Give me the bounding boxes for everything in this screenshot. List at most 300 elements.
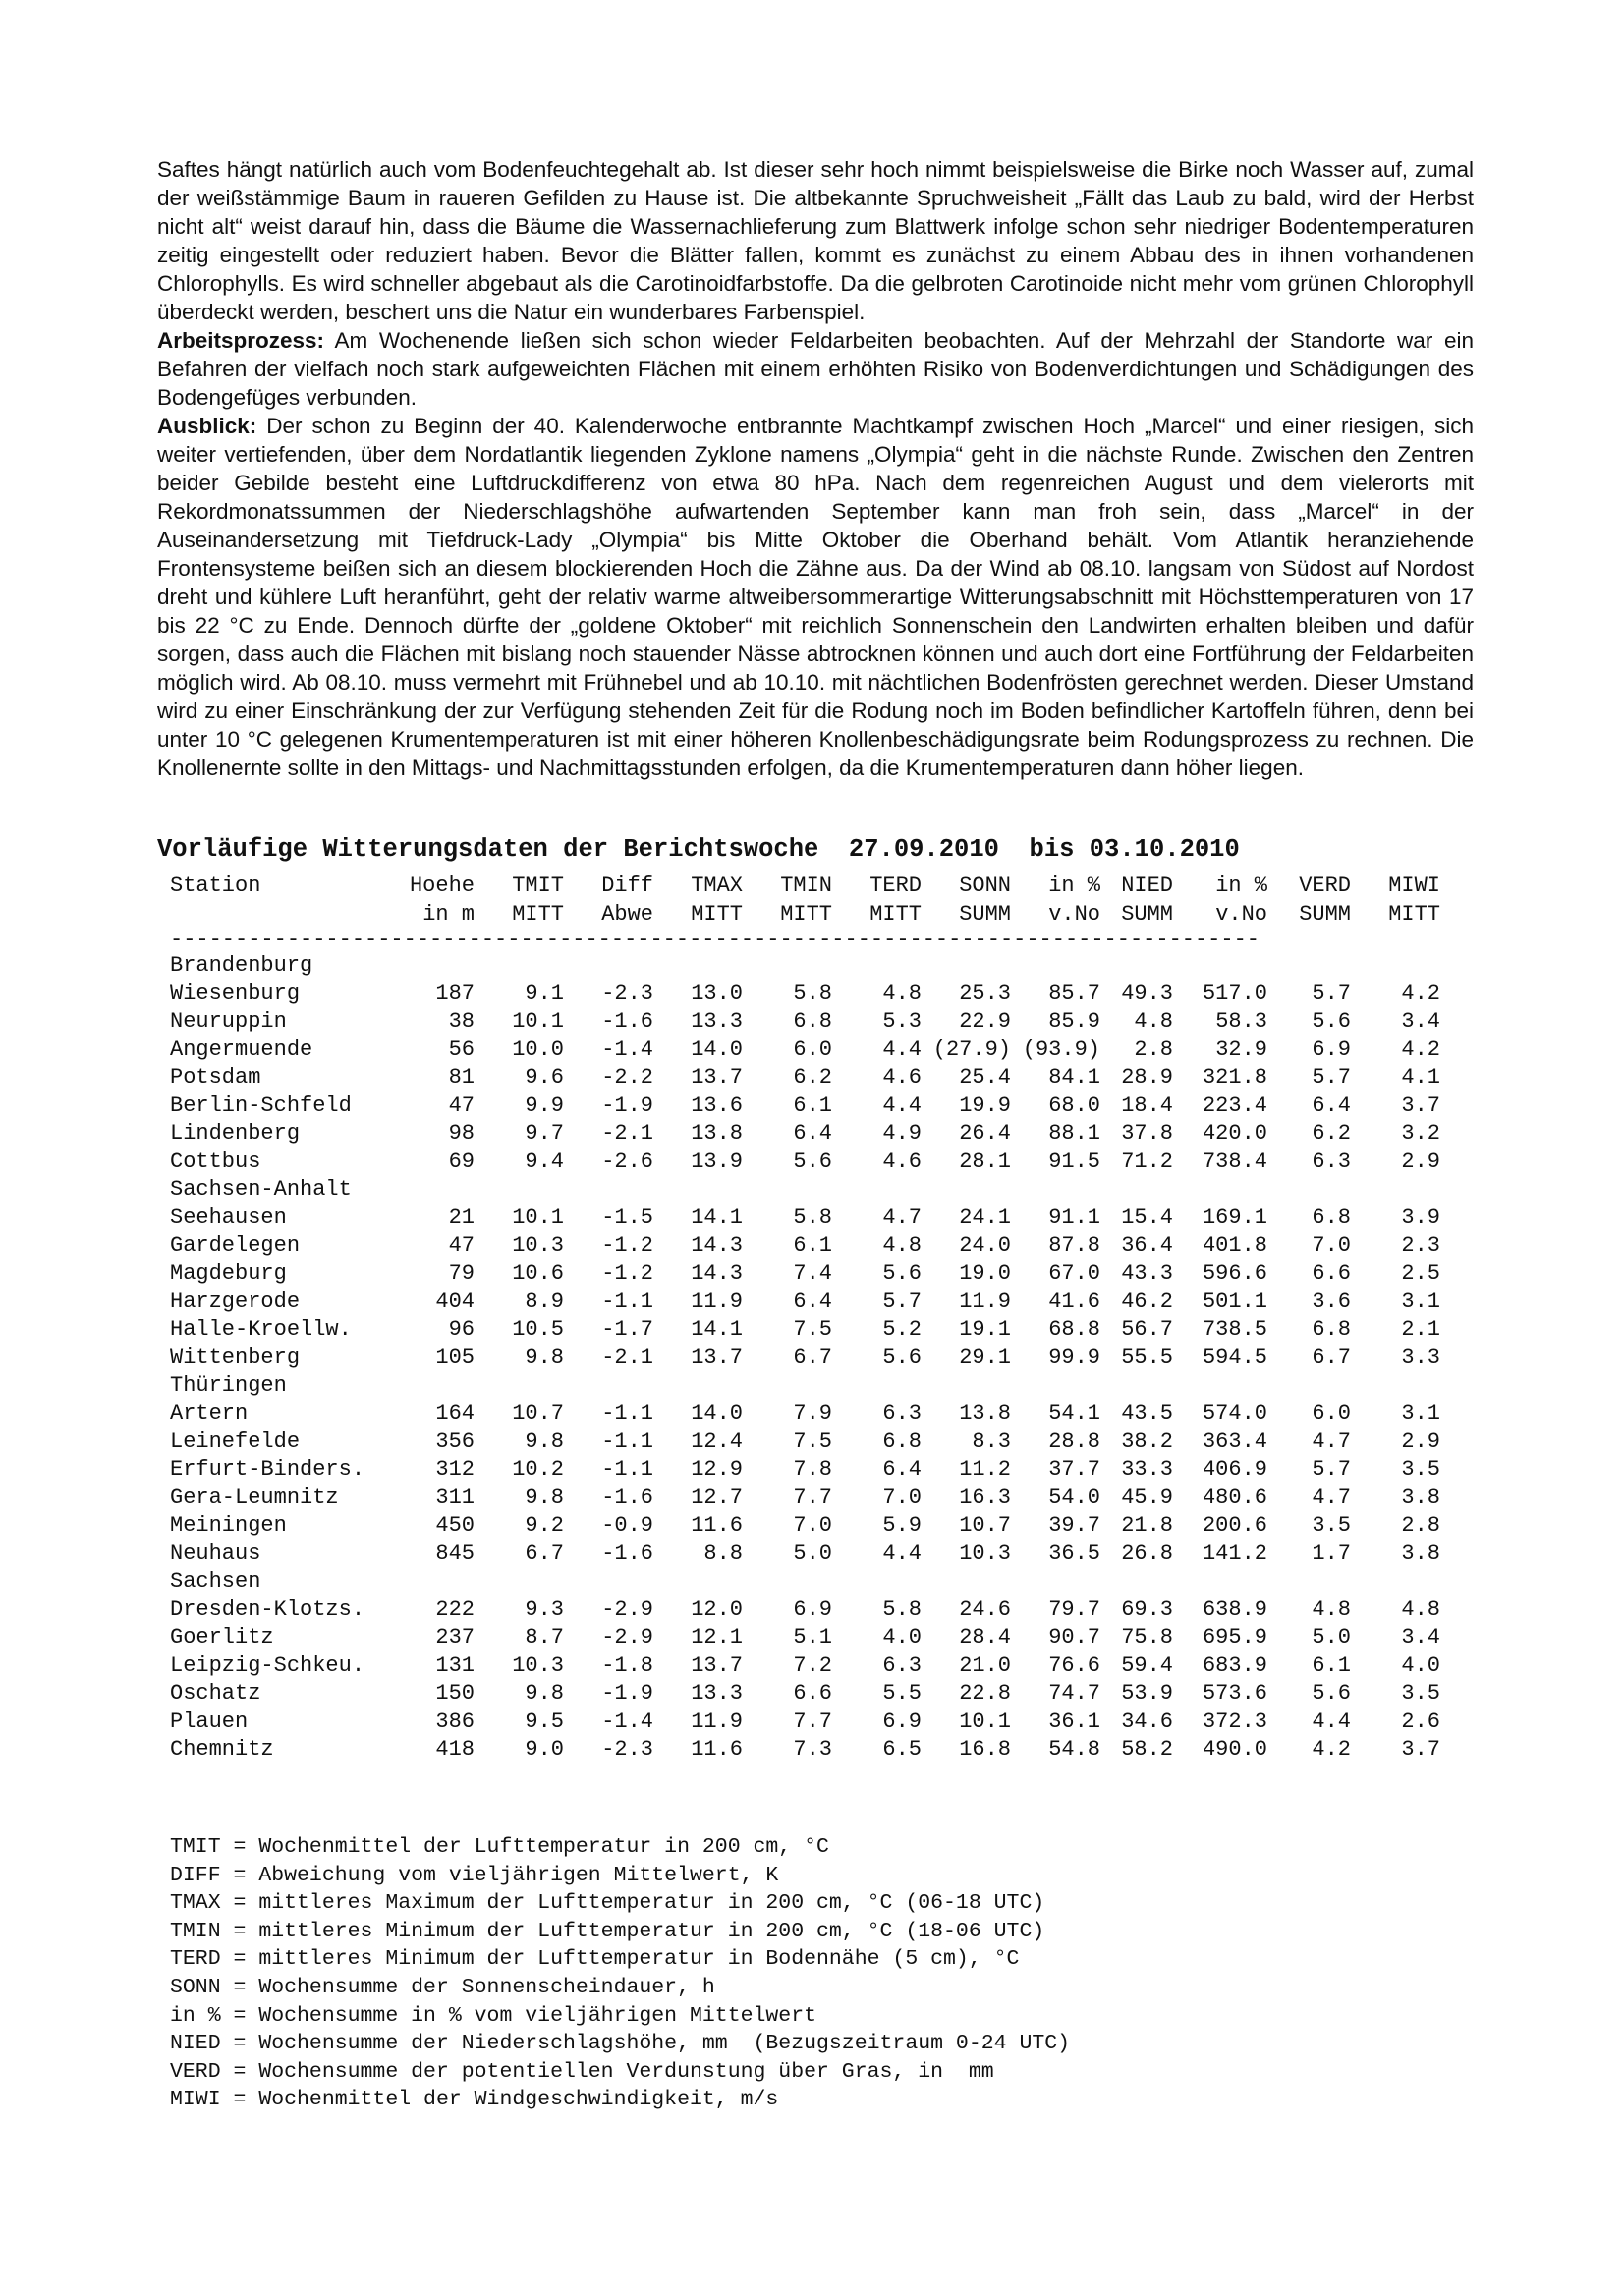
table-cell: 141.2: [1202, 1540, 1267, 1566]
table-row: [170, 1036, 1440, 1065]
table-cell: -2.3: [601, 1737, 653, 1762]
table-cell: 13.0: [691, 980, 743, 1006]
table-cell: 10.2: [512, 1457, 564, 1482]
table-cell: -1.1: [601, 1401, 653, 1426]
column-header: Hoehe: [409, 873, 475, 898]
column-header: v.No: [1048, 901, 1100, 926]
table-row: [170, 1428, 1440, 1457]
table-cell: 74.7: [1048, 1681, 1100, 1706]
table-cell: 3.4: [1401, 1009, 1440, 1034]
column-header: Station: [170, 873, 261, 898]
table-cell: 67.0: [1048, 1260, 1100, 1286]
table-cell: 845: [435, 1540, 475, 1566]
table-row: [170, 1540, 1440, 1569]
table-cell: 12.1: [691, 1625, 743, 1650]
station-name: Gera-Leumnitz: [170, 1484, 339, 1510]
station-name: Lindenberg: [170, 1121, 301, 1146]
table-cell: 75.8: [1121, 1625, 1173, 1650]
column-header: Diff: [601, 873, 653, 898]
legend-item: TERD = mittleres Minimum der Lufttemperatur in Bodennähe (5 cm), °C: [170, 1947, 1020, 1972]
table-cell: 3.7: [1401, 1092, 1440, 1118]
table-cell: -1.1: [601, 1289, 653, 1314]
table-cell: 406.9: [1202, 1457, 1267, 1482]
table-cell: 6.5: [882, 1737, 922, 1762]
table-cell: 38: [448, 1009, 475, 1034]
table-cell: 418: [435, 1737, 475, 1762]
table-cell: -2.1: [601, 1345, 653, 1370]
table-row: [170, 1204, 1440, 1233]
table-cell: 54.0: [1048, 1484, 1100, 1510]
table-cell: 5.0: [793, 1540, 832, 1566]
table-cell: 28.1: [959, 1148, 1011, 1174]
column-header: SONN: [959, 873, 1011, 898]
column-header: [170, 901, 394, 929]
column-header: MITT: [691, 901, 743, 926]
table-cell: 356: [435, 1428, 475, 1454]
table-cell: 594.5: [1202, 1345, 1267, 1370]
table-cell: 3.9: [1401, 1204, 1440, 1230]
column-header: in %: [1215, 873, 1267, 898]
table-cell: 5.1: [793, 1625, 832, 1650]
table-cell: 404: [435, 1289, 475, 1314]
table-cell: 81: [448, 1065, 475, 1090]
table-cell: 6.8: [793, 1009, 832, 1034]
weather-data-table: [170, 872, 1440, 1764]
arbeitsprozess-text: Am Wochenende ließen sich schon wieder Feldarbeiten beobachten. Auf der Mehrzahl der Standorte war ein Befahren der vielfach noch stark aufgeweichten Flächen mit einem erhöhten Risiko von Bodenverdichtungen und Schädigungen des Bodengefüges verbunden.: [157, 328, 1474, 410]
table-cell: 9.7: [525, 1121, 564, 1146]
table-cell: 3.1: [1401, 1289, 1440, 1314]
table-cell: 16.8: [959, 1737, 1011, 1762]
table-cell: 58.2: [1121, 1737, 1173, 1762]
table-cell: 91.5: [1048, 1148, 1100, 1174]
table-cell: 99.9: [1048, 1345, 1100, 1370]
table-cell: 150: [435, 1681, 475, 1706]
table-cell: 105: [435, 1345, 475, 1370]
table-cell: 6.4: [793, 1289, 832, 1314]
table-cell: 6.1: [793, 1233, 832, 1258]
table-cell: 34.6: [1121, 1708, 1173, 1734]
table-cell: 574.0: [1202, 1401, 1267, 1426]
table-cell: 3.3: [1401, 1345, 1440, 1370]
table-cell: -2.9: [601, 1596, 653, 1622]
table-cell: 13.3: [691, 1681, 743, 1706]
table-cell: (27.9): [932, 1036, 1011, 1062]
table-cell: 2.1: [1401, 1316, 1440, 1342]
table-cell: 85.9: [1048, 1009, 1100, 1034]
column-header: TMAX: [691, 873, 743, 898]
table-cell: 39.7: [1048, 1513, 1100, 1538]
table-cell: 8.3: [972, 1428, 1011, 1454]
table-cell: 7.0: [1312, 1233, 1351, 1258]
table-cell: 11.9: [959, 1289, 1011, 1314]
table-cell: 2.9: [1401, 1428, 1440, 1454]
table-cell: 6.0: [793, 1036, 832, 1062]
table-row: [170, 1484, 1440, 1513]
table-cell: 2.5: [1401, 1260, 1440, 1286]
table-cell: 3.1: [1401, 1401, 1440, 1426]
table-cell: 4.8: [1312, 1596, 1351, 1622]
table-cell: 54.8: [1048, 1737, 1100, 1762]
table-cell: 3.7: [1401, 1737, 1440, 1762]
table-cell: 6.2: [793, 1065, 832, 1090]
table-cell: 13.3: [691, 1009, 743, 1034]
column-header: MITT: [1388, 901, 1440, 926]
table-cell: 237: [435, 1625, 475, 1650]
table-cell: 11.2: [959, 1457, 1011, 1482]
table-cell: 88.1: [1048, 1121, 1100, 1146]
table-cell: 2.8: [1134, 1036, 1173, 1062]
ausblick-text: Der schon zu Beginn der 40. Kalenderwoche entbrannte Machtkampf zwischen Hoch „Marcel“ und einer riesigen, sich weiter vertiefenden, über dem Nordatlantik liegenden Zyklone namens „Olympia“ geht in die nächste Runde. Zwischen den Zentren beider Gebilde besteht eine Luftdruckdifferenz von etwa 80 hPa. Nach dem regenreichen August und dem vielerorts mit Rekordmonatssummen der Niederschlagshöhe aufwartenden September kann man froh sein, dass „Marcel“ in der Auseinandersetzung mit Tiefdruck-Lady „Olympia“ bis Mitte Oktober die Oberhand behält. Vom Atlantik heranziehende Frontensysteme beißen sich an diesem blockierenden Hoch die Zähne aus. Da der Wind ab 08.10. langsam von Südost auf Nordost dreht und kühlere Luft heranführt, geht der relativ warme altweibersommerartige Witterungsabschnitt mit Höchsttemperaturen von 17 bis 22 °C zu Ende. Dennoch dürfte der „goldene Oktober“ mit reichlich Sonnenschein den Landwirten erhalten bleiben und dafür sorgen, dass auch die Flächen mit bislang noch stauender Nässe abtrocknen können und auch dort eine Fortführung der Feldarbeiten möglich wird. Ab 08.10. muss vermehrt mit Frühnebel und ab 10.10. mit nächtlichen Bodenfrösten gerechnet werden. Dieser Umstand wird zu einer Einschränkung der zur Verfügung stehenden Zeit für die Rodung noch im Boden befindlicher Kartoffeln führen, denn bei unter 10 °C gelegenen Krumentemperaturen ist mit einer höheren Knollenbeschädigungsrate beim Rodungsprozess zu rechnen. Die Knollenernte sollte in den Mittags- und Nachmittagsstunden erfolgen, da die Krumentemperaturen dann höher liegen.: [157, 414, 1474, 780]
table-cell: 9.8: [525, 1428, 564, 1454]
table-cell: 6.8: [882, 1428, 922, 1454]
table-cell: 4.0: [1401, 1652, 1440, 1678]
table-cell: 13.9: [691, 1148, 743, 1174]
table-cell: 24.6: [959, 1596, 1011, 1622]
table-cell: 6.6: [793, 1681, 832, 1706]
table-cell: 7.0: [793, 1513, 832, 1538]
table-cell: 164: [435, 1401, 475, 1426]
table-cell: 10.6: [512, 1260, 564, 1286]
table-cell: 4.9: [882, 1121, 922, 1146]
table-cell: 13.7: [691, 1652, 743, 1678]
legend-item: in % = Wochensumme in % vom vieljährigen Mittelwert: [170, 2003, 817, 2028]
table-cell: 11.6: [691, 1737, 743, 1762]
table-cell: 8.8: [703, 1540, 743, 1566]
table-cell: -2.6: [601, 1148, 653, 1174]
table-cell: 14.1: [691, 1204, 743, 1230]
table-cell: 223.4: [1202, 1092, 1267, 1118]
table-cell: 14.1: [691, 1316, 743, 1342]
column-header: VERD: [1299, 873, 1351, 898]
table-cell: 738.5: [1202, 1316, 1267, 1342]
table-cell: 18.4: [1121, 1092, 1173, 1118]
table-cell: 6.9: [793, 1596, 832, 1622]
table-cell: 5.8: [882, 1596, 922, 1622]
table-cell: 7.5: [793, 1428, 832, 1454]
table-cell: 41.6: [1048, 1289, 1100, 1314]
region-name: Brandenburg: [170, 953, 313, 978]
table-cell: 4.8: [1401, 1596, 1440, 1622]
table-cell: 5.6: [882, 1260, 922, 1286]
legend-item: DIFF = Abweichung vom vieljährigen Mittelwert, K: [170, 1863, 779, 1887]
header-row: [170, 901, 1440, 929]
table-cell: -1.5: [601, 1204, 653, 1230]
table-cell: 7.2: [793, 1652, 832, 1678]
table-cell: 55.5: [1121, 1345, 1173, 1370]
region-name: Sachsen-Anhalt: [170, 1177, 352, 1202]
table-cell: 10.3: [512, 1652, 564, 1678]
table-cell: 5.6: [882, 1345, 922, 1370]
table-cell: 37.8: [1121, 1121, 1173, 1146]
table-cell: 28.9: [1121, 1065, 1173, 1090]
table-cell: 3.5: [1401, 1681, 1440, 1706]
table-cell: 6.3: [882, 1401, 922, 1426]
table-cell: 3.2: [1401, 1121, 1440, 1146]
table-row: [170, 1064, 1440, 1092]
table-cell: 79: [448, 1260, 475, 1286]
section-label-ausblick: Ausblick:: [157, 414, 257, 438]
table-cell: -1.6: [601, 1540, 653, 1566]
table-cell: 5.6: [1312, 1009, 1351, 1034]
table-cell: 3.8: [1401, 1484, 1440, 1510]
table-cell: 638.9: [1202, 1596, 1267, 1622]
table-cell: 8.9: [525, 1289, 564, 1314]
table-row: [170, 1148, 1440, 1177]
column-header: SUMM: [959, 901, 1011, 926]
region-heading: [170, 1372, 1440, 1401]
table-cell: 21.8: [1121, 1513, 1173, 1538]
table-cell: 79.7: [1048, 1596, 1100, 1622]
table-cell: 85.7: [1048, 980, 1100, 1006]
region-heading: [170, 1176, 1440, 1204]
table-row: [170, 1092, 1440, 1121]
table-cell: 6.3: [882, 1652, 922, 1678]
table-cell: 738.4: [1202, 1148, 1267, 1174]
table-cell: 68.0: [1048, 1092, 1100, 1118]
station-name: Dresden-Klotzs.: [170, 1596, 365, 1622]
table-cell: 222: [435, 1596, 475, 1622]
table-cell: 9.9: [525, 1092, 564, 1118]
table-cell: 26.8: [1121, 1540, 1173, 1566]
table-cell: 28.4: [959, 1625, 1011, 1650]
table-cell: 9.5: [525, 1708, 564, 1734]
table-cell: 11.9: [691, 1708, 743, 1734]
table-cell: -1.1: [601, 1428, 653, 1454]
table-cell: 22.8: [959, 1681, 1011, 1706]
table-cell: 131: [435, 1652, 475, 1678]
table-cell: 14.0: [691, 1401, 743, 1426]
table-cell: 312: [435, 1457, 475, 1482]
table-cell: 13.8: [959, 1401, 1011, 1426]
column-header: SUMM: [1121, 901, 1173, 926]
table-cell: 6.9: [882, 1708, 922, 1734]
table-cell: 47: [448, 1233, 475, 1258]
table-cell: 5.7: [1312, 980, 1351, 1006]
table-cell: 4.1: [1401, 1065, 1440, 1090]
table-row: [170, 1232, 1440, 1260]
table-cell: 5.8: [793, 1204, 832, 1230]
table-cell: 187: [435, 980, 475, 1006]
table-cell: 76.6: [1048, 1652, 1100, 1678]
table-cell: 5.8: [793, 980, 832, 1006]
station-name: Leipzig-Schkeu.: [170, 1652, 365, 1678]
table-cell: 56.7: [1121, 1316, 1173, 1342]
table-cell: 96: [448, 1316, 475, 1342]
table-cell: 3.8: [1401, 1540, 1440, 1566]
table-cell: 19.1: [959, 1316, 1011, 1342]
table-row: [170, 1708, 1440, 1737]
table-cell: 7.5: [793, 1316, 832, 1342]
table-cell: 11.6: [691, 1513, 743, 1538]
table-cell: 6.8: [1312, 1204, 1351, 1230]
table-cell: 13.7: [691, 1065, 743, 1090]
table-cell: 4.4: [882, 1540, 922, 1566]
table-row: [170, 1260, 1440, 1289]
table-cell: 3.5: [1312, 1513, 1351, 1538]
table-cell: 15.4: [1121, 1204, 1173, 1230]
table-cell: 37.7: [1048, 1457, 1100, 1482]
table-row: [170, 1736, 1440, 1764]
column-header: NIED: [1121, 873, 1173, 898]
table-cell: 91.1: [1048, 1204, 1100, 1230]
table-cell: 25.3: [959, 980, 1011, 1006]
column-header: Abwe: [601, 901, 653, 926]
table-cell: -1.8: [601, 1652, 653, 1678]
table-cell: 6.1: [1312, 1652, 1351, 1678]
table-cell: 9.8: [525, 1681, 564, 1706]
table-cell: -1.6: [601, 1009, 653, 1034]
table-cell: 11.9: [691, 1289, 743, 1314]
report-text: [157, 155, 1474, 782]
table-cell: 5.7: [1312, 1065, 1351, 1090]
station-name: Gardelegen: [170, 1233, 301, 1258]
table-cell: 7.4: [793, 1260, 832, 1286]
table-cell: 13.6: [691, 1092, 743, 1118]
table-cell: 6.9: [1312, 1036, 1351, 1062]
table-cell: 596.6: [1202, 1260, 1267, 1286]
region-name: Sachsen: [170, 1569, 261, 1594]
table-cell: 10.1: [512, 1009, 564, 1034]
separator-line: ------------------------------------------------------------------------------------: [170, 928, 1260, 952]
table-cell: 200.6: [1202, 1513, 1267, 1538]
table-cell: 10.3: [512, 1233, 564, 1258]
table-row: [170, 1596, 1440, 1625]
table-cell: 6.1: [793, 1092, 832, 1118]
table-cell: 22.9: [959, 1009, 1011, 1034]
table-cell: 54.1: [1048, 1401, 1100, 1426]
table-cell: 363.4: [1202, 1428, 1267, 1454]
table-cell: 5.6: [793, 1148, 832, 1174]
table-cell: 4.6: [882, 1065, 922, 1090]
table-cell: 5.6: [1312, 1681, 1351, 1706]
table-cell: 695.9: [1202, 1625, 1267, 1650]
station-name: Angermuende: [170, 1036, 313, 1062]
table-cell: 8.7: [525, 1625, 564, 1650]
station-name: Harzgerode: [170, 1289, 301, 1314]
table-cell: 84.1: [1048, 1065, 1100, 1090]
table-cell: 59.4: [1121, 1652, 1173, 1678]
station-name: Seehausen: [170, 1204, 287, 1230]
table-cell: 29.1: [959, 1345, 1011, 1370]
column-header: SUMM: [1299, 901, 1351, 926]
table-cell: -2.1: [601, 1121, 653, 1146]
table-cell: 53.9: [1121, 1681, 1173, 1706]
table-cell: 68.8: [1048, 1316, 1100, 1342]
table-row: [170, 1624, 1440, 1652]
table-cell: 450: [435, 1513, 475, 1538]
table-cell: -1.4: [601, 1036, 653, 1062]
header-row: [170, 872, 1440, 901]
table-cell: 19.0: [959, 1260, 1011, 1286]
table-title: Vorläufige Witterungsdaten der Berichtswoche 27.09.2010 bis 03.10.2010: [157, 835, 1240, 864]
table-cell: 1.7: [1312, 1540, 1351, 1566]
table-cell: 69: [448, 1148, 475, 1174]
table-row: [170, 1316, 1440, 1345]
table-cell: 4.2: [1401, 980, 1440, 1006]
table-cell: 24.1: [959, 1204, 1011, 1230]
station-name: Goerlitz: [170, 1625, 274, 1650]
table-cell: 43.5: [1121, 1401, 1173, 1426]
column-header: v.No: [1215, 901, 1267, 926]
table-cell: 490.0: [1202, 1737, 1267, 1762]
station-name: Neuhaus: [170, 1540, 261, 1566]
table-cell: 28.8: [1048, 1428, 1100, 1454]
table-cell: -1.9: [601, 1681, 653, 1706]
table-cell: 21.0: [959, 1652, 1011, 1678]
document-page: [157, 155, 1474, 2112]
table-cell: 4.2: [1312, 1737, 1351, 1762]
table-cell: 4.2: [1401, 1036, 1440, 1062]
table-cell: 6.4: [793, 1121, 832, 1146]
table-cell: 10.7: [959, 1513, 1011, 1538]
table-cell: 33.3: [1121, 1457, 1173, 1482]
table-cell: -1.2: [601, 1233, 653, 1258]
table-cell: 56: [448, 1036, 475, 1062]
legend-item: TMIN = mittleres Minimum der Lufttemperatur in 200 cm, °C (18-06 UTC): [170, 1919, 1045, 1943]
table-cell: 5.3: [882, 1009, 922, 1034]
table-cell: 386: [435, 1708, 475, 1734]
table-cell: 311: [435, 1484, 475, 1510]
table-cell: 13.7: [691, 1345, 743, 1370]
table-cell: 7.7: [793, 1484, 832, 1510]
table-cell: 7.7: [793, 1708, 832, 1734]
table-cell: 9.1: [525, 980, 564, 1006]
table-cell: 321.8: [1202, 1065, 1267, 1090]
paragraph-ausblick: [157, 412, 1474, 782]
table-cell: 38.2: [1121, 1428, 1173, 1454]
table-cell: 401.8: [1202, 1233, 1267, 1258]
table-cell: 46.2: [1121, 1289, 1173, 1314]
table-cell: 36.5: [1048, 1540, 1100, 1566]
table-cell: -1.6: [601, 1484, 653, 1510]
table-cell: 12.0: [691, 1596, 743, 1622]
table-cell: 32.9: [1215, 1036, 1267, 1062]
table-cell: 90.7: [1048, 1625, 1100, 1650]
table-cell: 2.8: [1401, 1513, 1440, 1538]
table-cell: 169.1: [1202, 1204, 1267, 1230]
station-name: Wiesenburg: [170, 980, 301, 1006]
column-header: MITT: [780, 901, 832, 926]
section-label-arbeitsprozess: Arbeitsprozess:: [157, 328, 325, 353]
column-header: in m: [422, 901, 475, 926]
table-cell: 3.6: [1312, 1289, 1351, 1314]
table-cell: 9.4: [525, 1148, 564, 1174]
table-cell: 36.1: [1048, 1708, 1100, 1734]
table-cell: 87.8: [1048, 1233, 1100, 1258]
station-name: Meiningen: [170, 1513, 287, 1538]
table-cell: 420.0: [1202, 1121, 1267, 1146]
table-cell: 3.5: [1401, 1457, 1440, 1482]
table-cell: 10.1: [512, 1204, 564, 1230]
station-name: Artern: [170, 1401, 249, 1426]
table-cell: 7.3: [793, 1737, 832, 1762]
table-cell: 6.7: [525, 1540, 564, 1566]
table-cell: 4.7: [882, 1204, 922, 1230]
legend-item: TMIT = Wochenmittel der Lufttemperatur in 200 cm, °C: [170, 1835, 829, 1859]
legend-item: MIWI = Wochenmittel der Windgeschwindigkeit, m/s: [170, 2088, 779, 2112]
column-header: in %: [1048, 873, 1100, 898]
table-cell: 9.3: [525, 1596, 564, 1622]
table-cell: 9.2: [525, 1513, 564, 1538]
table-cell: 26.4: [959, 1121, 1011, 1146]
table-cell: 12.9: [691, 1457, 743, 1482]
table-cell: 480.6: [1202, 1484, 1267, 1510]
table-row: [170, 980, 1440, 1009]
legend-item: NIED = Wochensumme der Niederschlagshöhe, mm (Bezugszeitraum 0-24 UTC): [170, 2032, 1071, 2056]
table-cell: 13.8: [691, 1121, 743, 1146]
station-name: Oschatz: [170, 1681, 261, 1706]
table-cell: 573.6: [1202, 1681, 1267, 1706]
